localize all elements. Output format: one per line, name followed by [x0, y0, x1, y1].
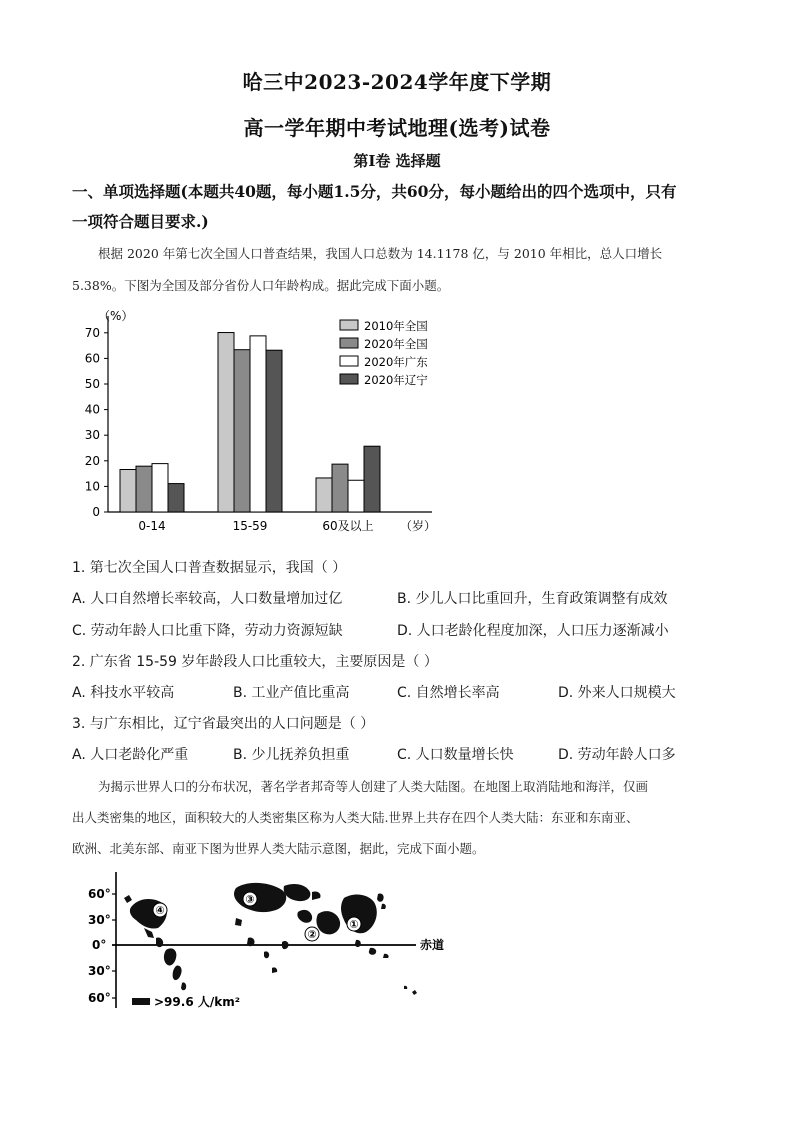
- question-1-option-c[interactable]: C. 劳动年龄人口比重下降，劳动力资源短缺: [72, 623, 343, 639]
- question-3-stem: 3. 与广东相比，辽宁省最突出的人口问题是（ ）: [72, 716, 375, 732]
- marker-1: ①: [349, 918, 359, 931]
- chart-bar: [168, 484, 184, 512]
- map-legend-swatch: [132, 998, 150, 1005]
- chart-y-tick-label: 50: [84, 377, 100, 391]
- lat-label-60n: 60°: [88, 887, 111, 901]
- population-density-areas: [124, 883, 417, 995]
- section-instruction-line1: 一、单项选择题(本题共40题，每小题1.5分，共60分，每小题给出的四个选项中，只有: [72, 182, 677, 201]
- passage1-line2: 5.38%。下图为全国及部分省份人口年龄构成。据此完成下面小题。: [72, 278, 450, 293]
- age-structure-chart: [70, 300, 450, 545]
- chart-legend-label: 2020年辽宁: [364, 373, 428, 387]
- passage1-line1: 根据 2020 年第七次全国人口普查结果，我国人口总数为 14.1178 亿，与 2010 年相比，总人口增长: [98, 246, 663, 261]
- marker-4: ④: [155, 904, 165, 917]
- chart-x-tick-label: 15-59: [232, 519, 268, 533]
- chart-bar: [332, 464, 348, 512]
- chart-bar: [152, 464, 168, 512]
- lat-label-0: 0°: [92, 938, 107, 952]
- chart-y-tick-label: 20: [84, 453, 100, 468]
- marker-3: ③: [245, 893, 255, 906]
- chart-x-tick-label: 60及以上: [322, 519, 374, 533]
- chart-bar: [234, 350, 250, 512]
- chart-bar: [266, 350, 282, 512]
- section-instruction-line2: 一项符合题目要求.): [72, 212, 209, 231]
- marker-2: ②: [307, 928, 317, 941]
- passage2-line1: 为揭示世界人口的分布状况，著名学者邦奇等人创建了人类大陆图。在地图上取消陆地和海洋，仅画: [98, 779, 649, 794]
- chart-x-tick-label: 0-14: [138, 519, 166, 533]
- question-2-option-d[interactable]: D. 外来人口规模大: [558, 685, 676, 701]
- chart-bar: [120, 470, 136, 512]
- chart-legend-label: 2020年全国: [364, 337, 428, 351]
- chart-y-tick-label: 60: [84, 351, 100, 366]
- chart-bar: [218, 333, 234, 512]
- chart-y-tick-label: 70: [84, 325, 100, 340]
- map-legend-label: >99.6 人/km²: [154, 995, 240, 1009]
- question-3-option-c[interactable]: C. 人口数量增长快: [397, 747, 514, 763]
- chart-legend-label: 2020年广东: [364, 355, 428, 369]
- question-1-option-d[interactable]: D. 人口老龄化程度加深，人口压力逐渐减小: [397, 623, 669, 639]
- human-continents-map: [86, 868, 446, 1018]
- chart-y-tick-label: 10: [84, 479, 100, 494]
- question-1-option-a[interactable]: A. 人口自然增长率较高，人口数量增加过亿: [72, 591, 343, 607]
- question-2-option-b[interactable]: B. 工业产值比重高: [233, 685, 350, 701]
- lat-label-60s: 60°: [88, 991, 111, 1005]
- question-1-option-b[interactable]: B. 少儿人口比重回升，生育政策调整有成效: [397, 591, 668, 607]
- chart-y-label: （%）: [98, 309, 134, 323]
- lat-label-30s: 30°: [88, 964, 111, 978]
- chart-bar: [316, 478, 332, 512]
- passage2-line3: 欧洲、北美东部、南亚下图为世界人类大陆示意图，据此，完成下面小题。: [72, 841, 485, 856]
- passage2-line2: 出人类密集的地区，面积较大的人类密集区称为人类大陆.世界上共存在四个人类大陆：东亚和东南亚、: [72, 810, 639, 825]
- chart-bar: [348, 480, 364, 512]
- chart-legend-swatch: [340, 338, 358, 348]
- chart-legend-label: 2010年全国: [364, 319, 428, 333]
- chart-legend-swatch: [340, 356, 358, 366]
- chart-legend-swatch: [340, 374, 358, 384]
- chart-bar: [364, 446, 380, 512]
- equator-label: 赤道: [420, 938, 445, 952]
- exam-title: 哈三中2023-2024学年度下学期: [242, 70, 552, 94]
- chart-legend-swatch: [340, 320, 358, 330]
- question-3-option-b[interactable]: B. 少儿抚养负担重: [233, 747, 350, 763]
- lat-label-30n: 30°: [88, 913, 111, 927]
- chart-x-unit: （岁）: [400, 519, 437, 533]
- part-heading: 第Ⅰ卷 选择题: [353, 152, 441, 170]
- chart-y-tick-label: 40: [84, 402, 100, 417]
- question-2-stem: 2. 广东省 15-59 岁年龄段人口比重较大，主要原因是（ ）: [72, 654, 438, 670]
- question-3-option-a[interactable]: A. 人口老龄化严重: [72, 747, 189, 763]
- question-2-option-a[interactable]: A. 科技水平较高: [72, 685, 175, 701]
- chart-y-tick-label: 30: [84, 428, 100, 443]
- chart-bar: [136, 466, 152, 512]
- chart-y-tick-label: 0: [92, 505, 100, 519]
- chart-bar: [250, 336, 266, 512]
- exam-subtitle: 高一学年期中考试地理(选考)试卷: [243, 116, 551, 140]
- question-3-option-d[interactable]: D. 劳动年龄人口多: [558, 747, 676, 763]
- question-1-stem: 1. 第七次全国人口普查数据显示，我国（ ）: [72, 560, 347, 576]
- question-2-option-c[interactable]: C. 自然增长率高: [397, 685, 500, 701]
